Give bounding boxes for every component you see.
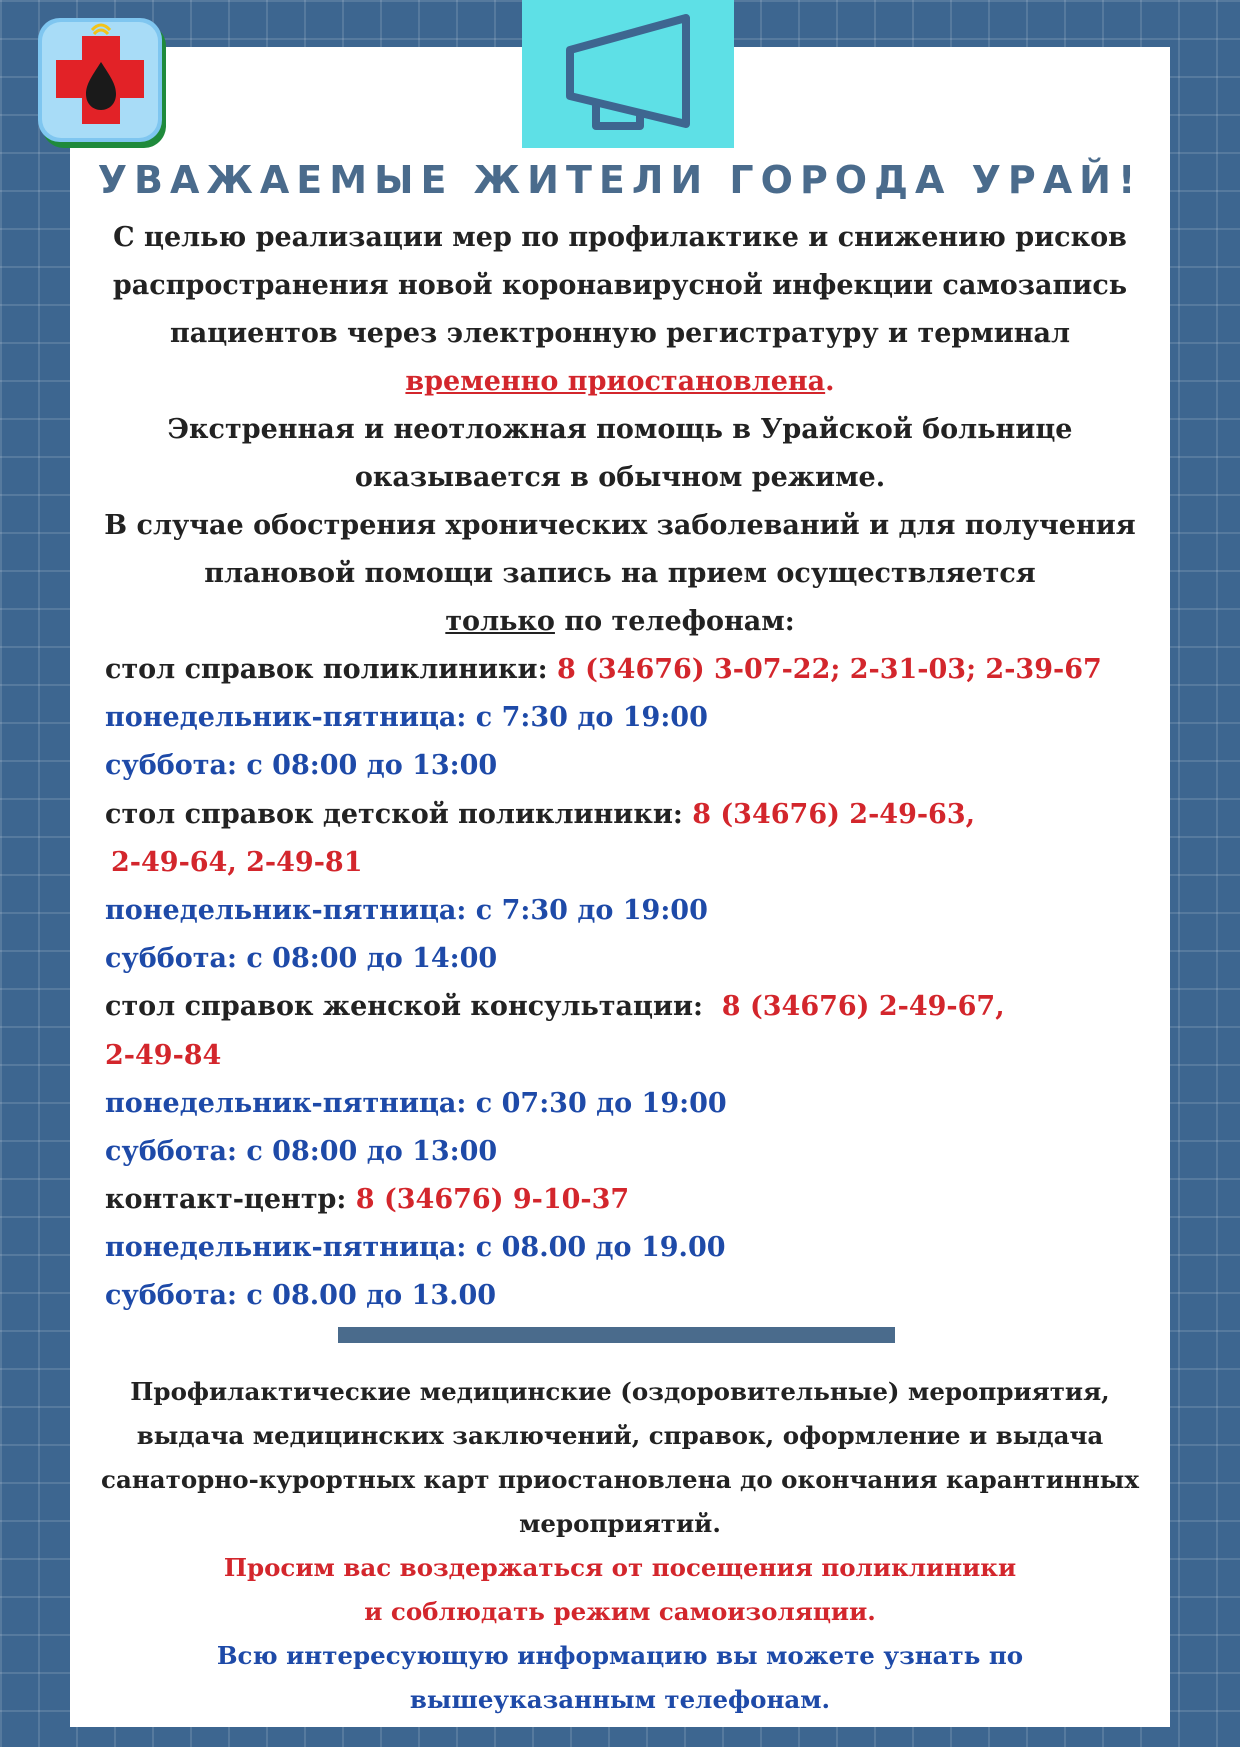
megaphone-icon	[548, 12, 708, 136]
intro-line: пациентов через электронную регистратуру и терминал	[169, 318, 1071, 349]
case-line: плановой помощи запись на прием осуществляется	[204, 558, 1036, 589]
contact-label: стол справок женской консультации:	[105, 991, 722, 1023]
contact-label: контакт-центр:	[105, 1184, 356, 1216]
children-phone-continued: 2-49-64, 2-49-81	[111, 846, 363, 878]
info-line: вышеуказанным телефонам.	[409, 1685, 831, 1714]
bottom-line: выдача медицинских заключений, справок, оформление и выдача	[136, 1421, 1104, 1450]
section-divider	[338, 1327, 895, 1343]
contacts-list	[105, 646, 1102, 1321]
intro-line: распространения новой коронавирусной инфекции самозапись	[112, 270, 1128, 301]
phone-numbers: 8 (34676) 3-07-22; 2-31-03; 2-39-67	[556, 654, 1102, 685]
suspended-dot: .	[825, 366, 835, 397]
contact-center-phone-row	[105, 1176, 1102, 1224]
women-phone-row	[105, 983, 1102, 1031]
suspended-line	[70, 358, 1170, 406]
request-line: Просим вас воздержаться от посещения поликлиники	[223, 1553, 1017, 1582]
women-phone-continued: 2-49-84	[105, 1039, 222, 1071]
suspended-notice: временно приостановлена	[405, 366, 826, 397]
intro-text	[70, 214, 1170, 646]
by-phone-text: по телефонам:	[554, 606, 795, 637]
bottom-line: Профилактические медицинские (оздоровительные) мероприятия,	[130, 1377, 1110, 1406]
contact-label: стол справок поликлиники:	[105, 654, 557, 685]
request-line: и соблюдать режим самоизоляции.	[364, 1597, 876, 1626]
children-saturday: суббота: с 08:00 до 14:00	[105, 943, 498, 975]
children-phone-row	[105, 791, 1102, 839]
case-line: В случае обострения хронических заболеваний и для получения	[104, 510, 1136, 541]
bottom-line: санаторно-курортных карт приостановлена до окончания карантинных	[101, 1465, 1139, 1494]
megaphone-banner	[522, 0, 734, 148]
info-line: Всю интересующую информацию вы можете узнать по	[216, 1641, 1024, 1670]
phone-numbers: 8 (34676) 2-49-63,	[692, 798, 976, 830]
bottom-notice	[70, 1370, 1170, 1722]
women-weekdays: понедельник-пятница: с 07:30 до 19:00	[105, 1087, 727, 1119]
emergency-line: оказывается в обычном режиме.	[354, 462, 886, 493]
emergency-line: Экстренная и неотложная помощь в Урайской больнице	[167, 414, 1073, 445]
polyclinic-phone-row	[105, 646, 1102, 694]
women-saturday: суббота: с 08:00 до 13:00	[105, 1135, 498, 1167]
intro-line: С целью реализации мер по профилактике и снижению рисков	[113, 222, 1127, 253]
contact-center-saturday: суббота: с 08.00 до 13.00	[105, 1280, 497, 1312]
only-word: только	[445, 606, 555, 637]
children-weekdays: понедельник-пятница: с 7:30 до 19:00	[105, 894, 708, 926]
contact-label: стол справок детской поликлиники:	[105, 798, 693, 830]
red-cross-drop-logo	[36, 16, 172, 152]
page-title: УВАЖАЕМЫЕ ЖИТЕЛИ ГОРОДА УРАЙ!	[97, 158, 1143, 202]
only-by-phone-line	[70, 598, 1170, 646]
phone-numbers: 8 (34676) 9-10-37	[355, 1184, 630, 1216]
contact-center-weekdays: понедельник-пятница: с 08.00 до 19.00	[105, 1232, 726, 1264]
polyclinic-saturday: суббота: с 08:00 до 13:00	[105, 750, 498, 782]
phone-numbers: 8 (34676) 2-49-67,	[721, 991, 1005, 1023]
bottom-line: мероприятий.	[519, 1509, 721, 1538]
polyclinic-weekdays: понедельник-пятница: с 7:30 до 19:00	[105, 702, 708, 734]
